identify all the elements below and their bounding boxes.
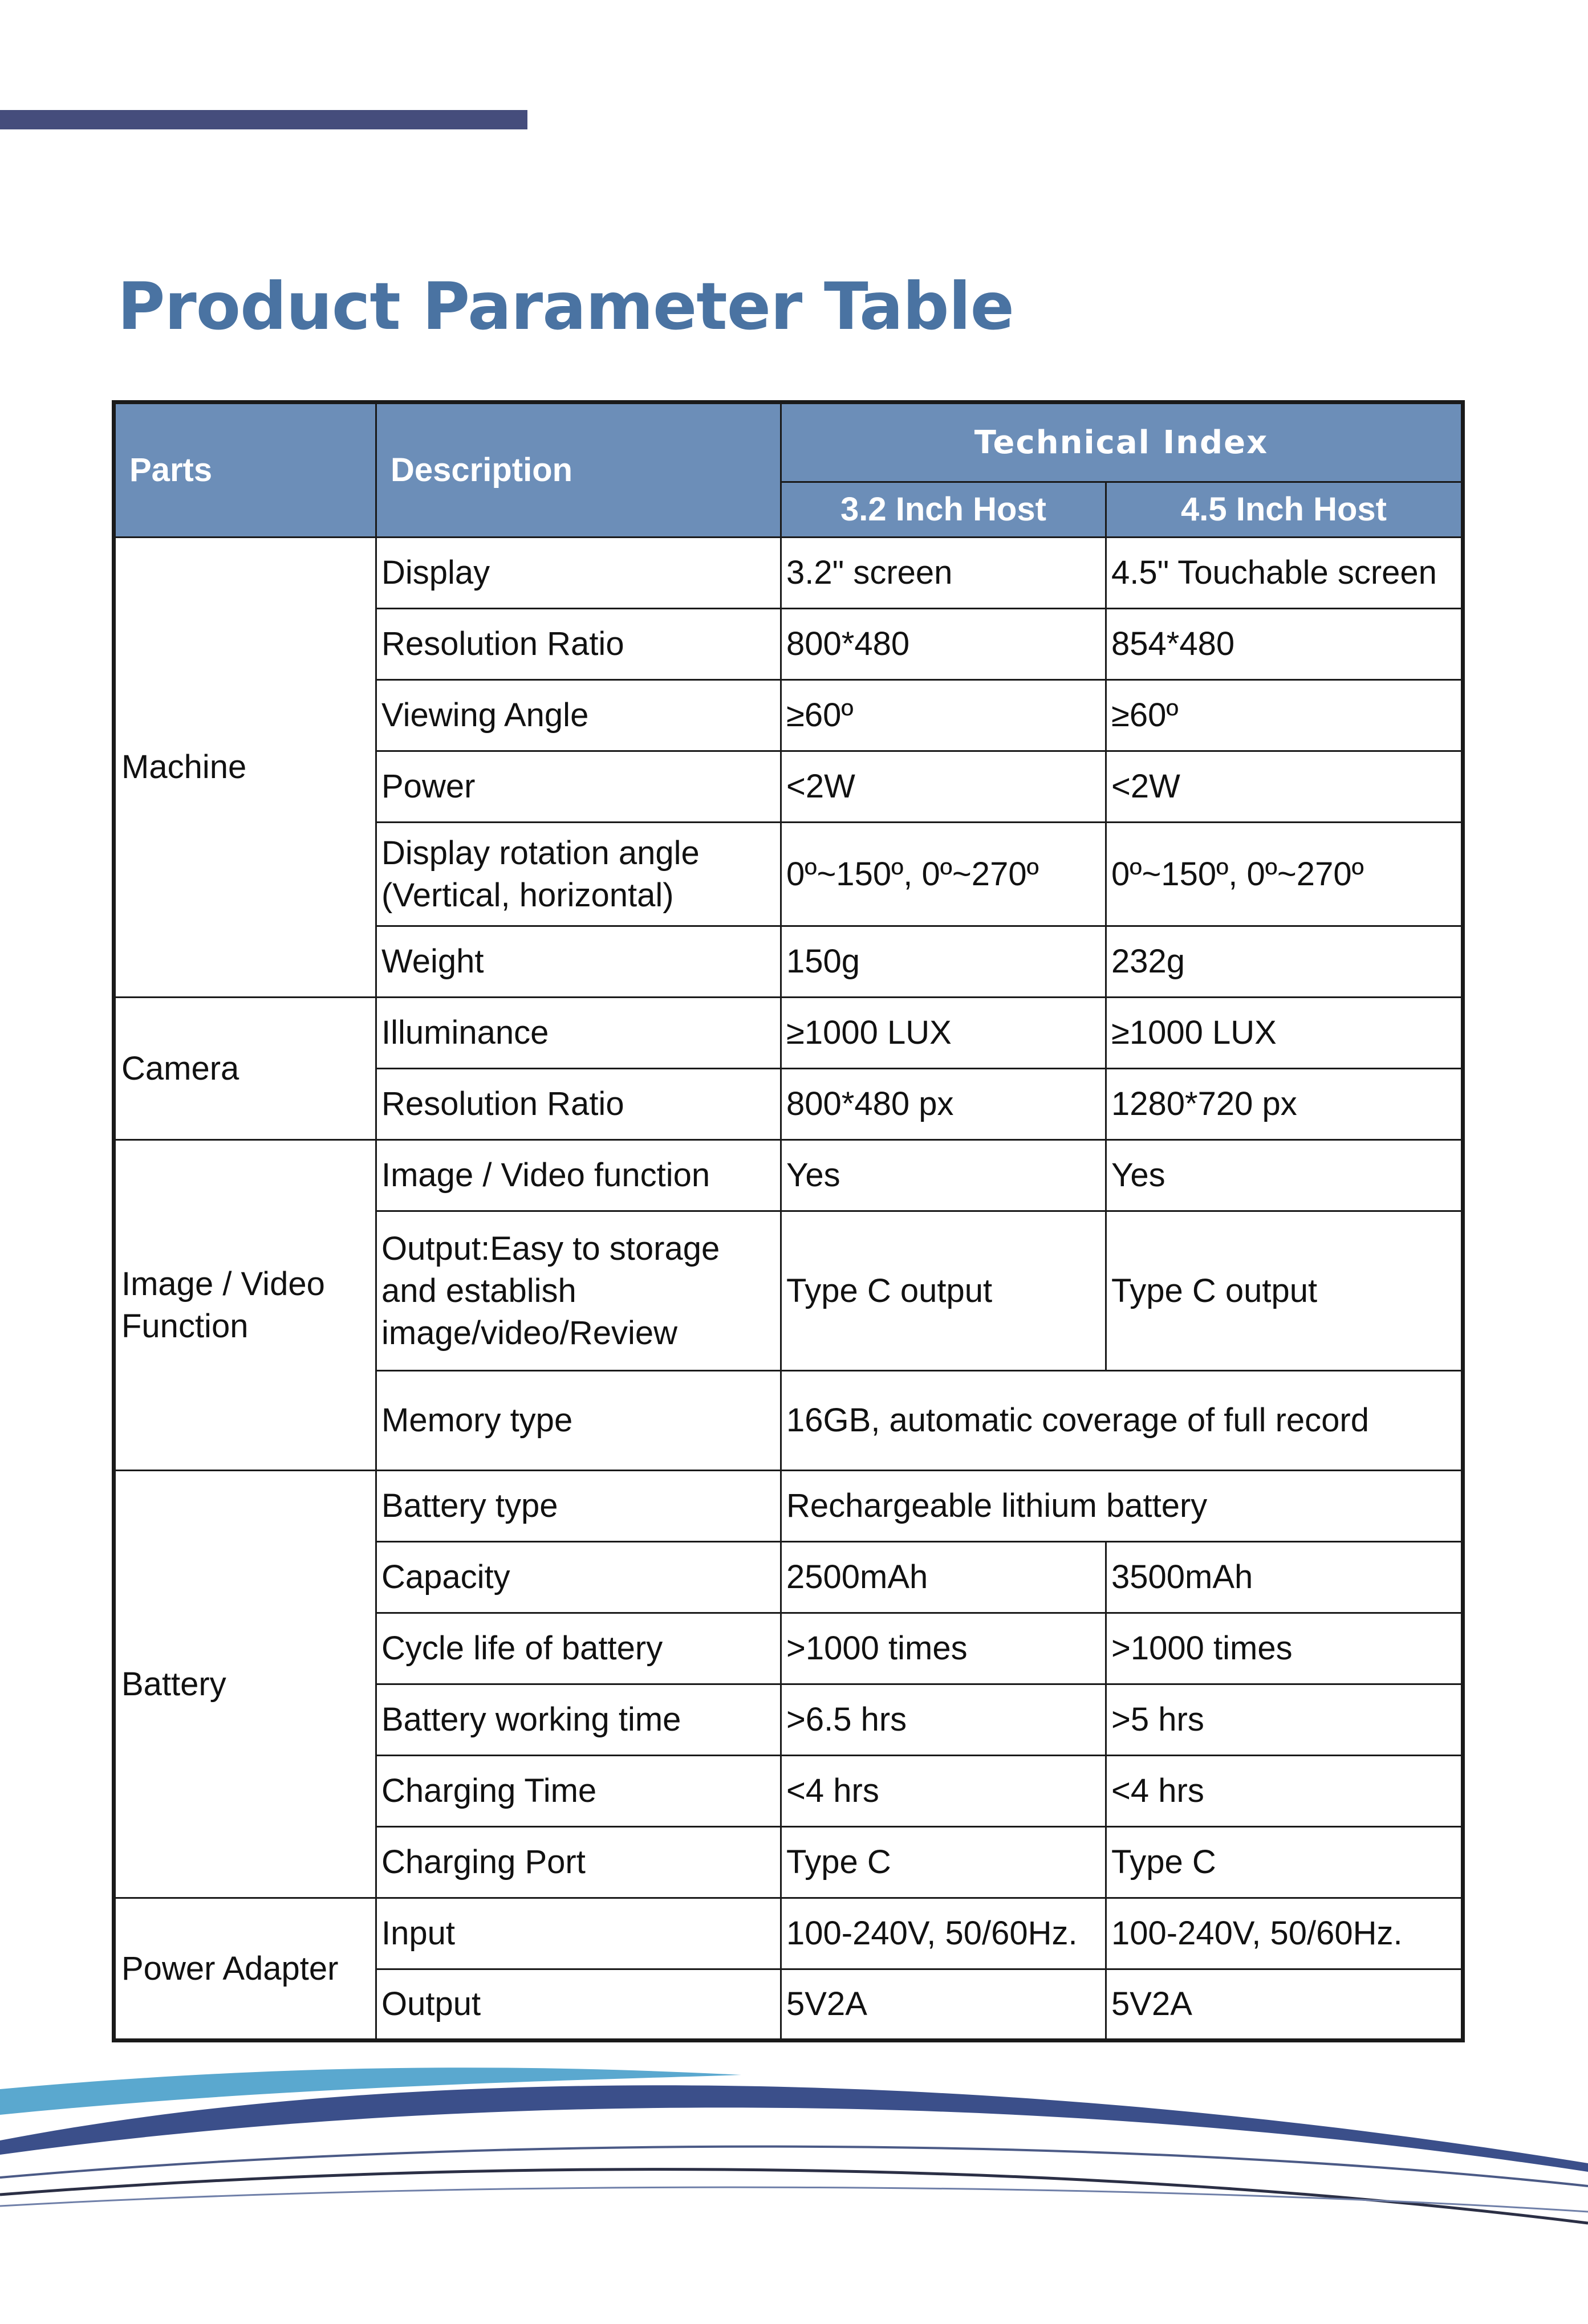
parameter-table	[112, 400, 1465, 2042]
value-3-2-cell: 5V2A	[781, 1969, 1106, 2041]
decorative-waves	[0, 2041, 1588, 2235]
value-4-5-cell: <2W	[1106, 751, 1463, 823]
value-4-5-cell: <4 hrs	[1106, 1756, 1463, 1827]
header-row-1	[114, 402, 1463, 482]
part-power-adapter: Power Adapter	[114, 1898, 376, 2041]
value-4-5-cell: 0º~150º, 0º~270º	[1106, 823, 1463, 926]
description-cell: Input	[376, 1898, 781, 1969]
value-3-2-cell: ≥1000 LUX	[781, 998, 1106, 1069]
description-cell: Charging Port	[376, 1827, 781, 1898]
table-row	[114, 1140, 1463, 1211]
description-cell: Memory type	[376, 1371, 781, 1471]
value-4-5-cell: Type C output	[1106, 1211, 1463, 1371]
value-4-5-cell: 232g	[1106, 926, 1463, 998]
description-cell: Power	[376, 751, 781, 823]
wave-line-3	[0, 2187, 1588, 2212]
table-row	[114, 1471, 1463, 1542]
value-3-2-cell: 3.2" screen	[781, 538, 1106, 609]
value-4-5-cell: Yes	[1106, 1140, 1463, 1211]
value-3-2-cell: 800*480	[781, 609, 1106, 680]
value-4-5-cell: >1000 times	[1106, 1613, 1463, 1684]
value-3-2-cell: >6.5 hrs	[781, 1684, 1106, 1756]
value-3-2-cell: Yes	[781, 1140, 1106, 1211]
value-4-5-cell: Type C	[1106, 1827, 1463, 1898]
value-3-2-cell: Type C	[781, 1827, 1106, 1898]
header-parts: Parts	[114, 402, 376, 538]
value-4-5-cell: ≥60º	[1106, 680, 1463, 751]
value-3-2-cell: 2500mAh	[781, 1542, 1106, 1613]
value-3-2-cell: ≥60º	[781, 680, 1106, 751]
value-4-5-cell: >5 hrs	[1106, 1684, 1463, 1756]
value-3-2-cell: 800*480 px	[781, 1069, 1106, 1140]
value-3-2-cell: <4 hrs	[781, 1756, 1106, 1827]
header-technical-index: Technical Index	[781, 402, 1463, 482]
description-cell: Weight	[376, 926, 781, 998]
description-cell: Display	[376, 538, 781, 609]
part-image-video-function: Image / Video Function	[114, 1140, 376, 1471]
description-cell: Display rotation angle (Vertical, horizontal)	[376, 823, 781, 926]
description-cell: Output:Easy to storage and establish image/video/Review	[376, 1211, 781, 1371]
wave-line-2	[0, 2170, 1588, 2223]
description-cell: Cycle life of battery	[376, 1613, 781, 1684]
table-row	[114, 538, 1463, 609]
description-cell: Charging Time	[376, 1756, 781, 1827]
value-4-5-cell: 1280*720 px	[1106, 1069, 1463, 1140]
value-4-5-cell: 5V2A	[1106, 1969, 1463, 2041]
part-machine: Machine	[114, 538, 376, 998]
value-4-5-cell: ≥1000 LUX	[1106, 998, 1463, 1069]
table-row	[114, 1898, 1463, 1969]
value-3-2-cell: >1000 times	[781, 1613, 1106, 1684]
description-cell: Viewing Angle	[376, 680, 781, 751]
table-row	[114, 998, 1463, 1069]
value-3-2-cell: 0º~150º, 0º~270º	[781, 823, 1106, 926]
description-cell: Battery type	[376, 1471, 781, 1542]
header-host-3-2: 3.2 Inch Host	[781, 482, 1106, 538]
value-4-5-cell: 3500mAh	[1106, 1542, 1463, 1613]
value-4-5-cell: 4.5" Touchable screen	[1106, 538, 1463, 609]
description-cell: Battery working time	[376, 1684, 781, 1756]
page-title: Product Parameter Table	[117, 268, 1014, 344]
header-host-4-5: 4.5 Inch Host	[1106, 482, 1463, 538]
description-cell: Image / Video function	[376, 1140, 781, 1211]
value-3-2-cell: <2W	[781, 751, 1106, 823]
value-3-2-cell: Type C output	[781, 1211, 1106, 1371]
part-battery: Battery	[114, 1471, 376, 1898]
merged-value-cell: Rechargeable lithium battery	[781, 1471, 1463, 1542]
description-cell: Resolution Ratio	[376, 1069, 781, 1140]
value-3-2-cell: 150g	[781, 926, 1106, 998]
value-4-5-cell: 854*480	[1106, 609, 1463, 680]
description-cell: Capacity	[376, 1542, 781, 1613]
description-cell: Output	[376, 1969, 781, 2041]
description-cell: Illuminance	[376, 998, 781, 1069]
value-4-5-cell: 100-240V, 50/60Hz.	[1106, 1898, 1463, 1969]
header-description: Description	[376, 402, 781, 538]
part-camera: Camera	[114, 998, 376, 1140]
top-accent-bar	[0, 110, 527, 129]
description-cell: Resolution Ratio	[376, 609, 781, 680]
wave-dark-band	[0, 2085, 1588, 2172]
merged-value-cell: 16GB, automatic coverage of full record	[781, 1371, 1463, 1471]
value-3-2-cell: 100-240V, 50/60Hz.	[781, 1898, 1106, 1969]
